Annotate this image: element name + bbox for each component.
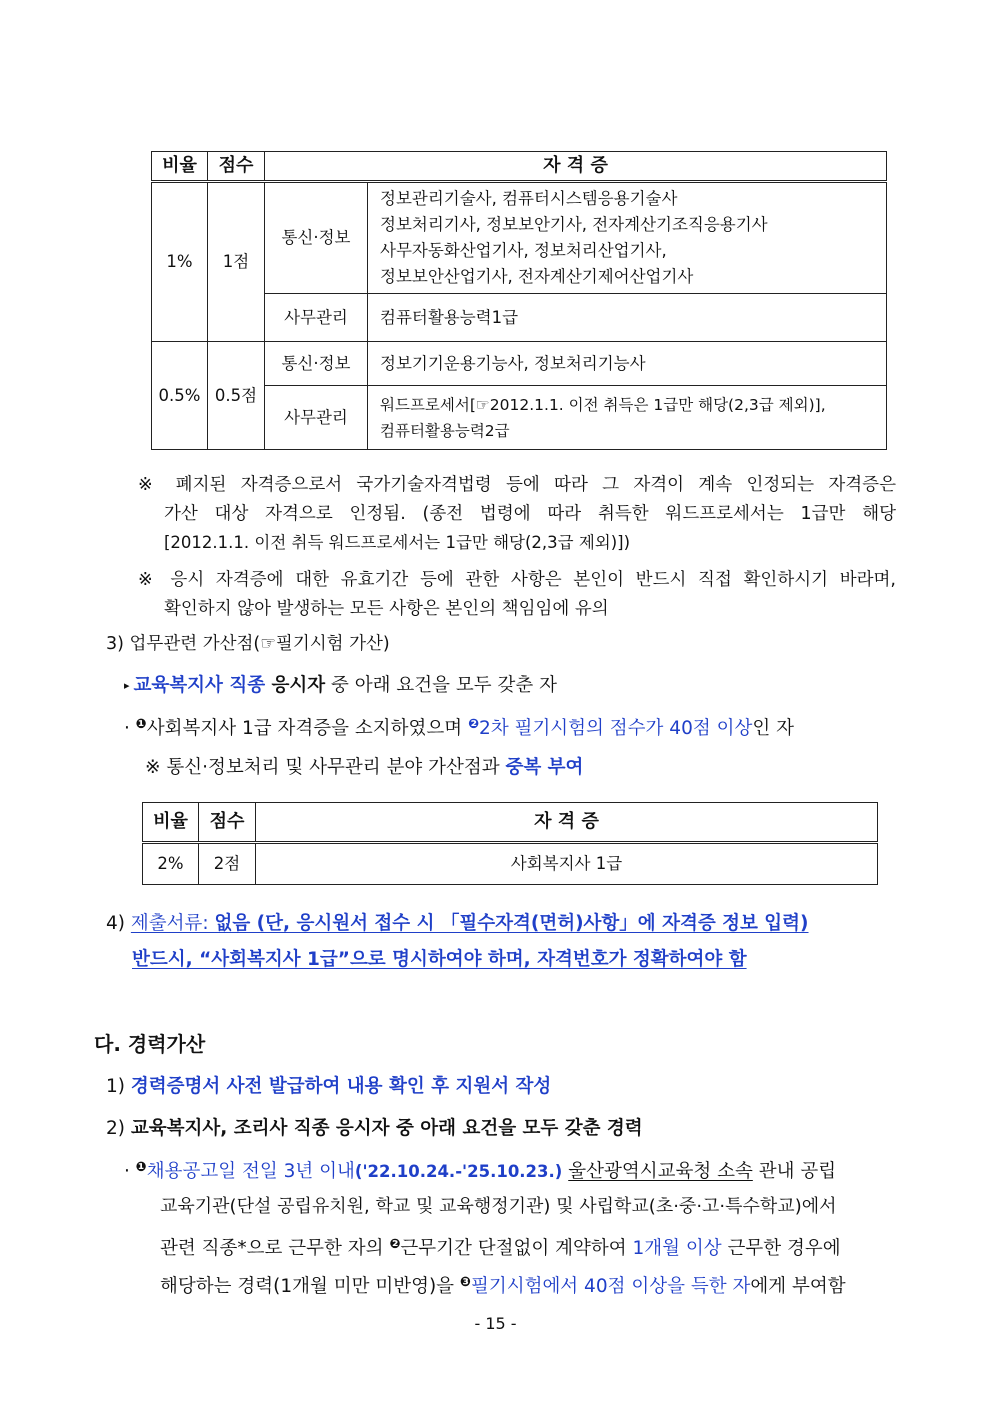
- certificate-line: 정보관리기술사, 컴퓨터시스템응용기술사: [380, 189, 678, 208]
- note-2-line-2: 확인하지 않아 발생하는 모든 사항은 본인의 책임임에 유의: [164, 599, 609, 619]
- experience-detail-line-1: [124, 1156, 836, 1184]
- circled-number-3-icon: ❸: [459, 1275, 471, 1290]
- period-text: 채용공고일 전일 3년 이내: [146, 1161, 355, 1182]
- certificate-table-2: [142, 802, 878, 885]
- note-2-line-1: ※ 응시 자격증에 대한 유효기간 등에 관한 사항은 본인이 반드시 직접 확인하시기 바라며,: [138, 570, 896, 590]
- note-1-line-1: ※ 폐지된 자격증으로서 국가기술자격법령 등에 따라 그 자격이 계속 인정되는 자격증은: [138, 475, 896, 495]
- certificate-table-1: [151, 151, 887, 450]
- header-certificate: 자 격 증: [265, 152, 887, 182]
- experience-detail-line-4: [160, 1271, 846, 1299]
- experience-detail-line-2: 교육기관(단설 공립유치원, 학교 및 교육행정기관) 및 사립학교(초·중·고·특수학교)에서: [160, 1196, 837, 1217]
- section-3-bullet: [124, 674, 557, 698]
- job-type-text: 교육복지사 직종: [133, 675, 266, 696]
- detail-text: 근무한 경우에: [721, 1238, 841, 1259]
- section-3-note: [145, 756, 583, 780]
- experience-item-1: [106, 1075, 551, 1099]
- score-cell: 2점: [199, 843, 256, 885]
- certificate-cell: [368, 386, 887, 450]
- circled-number-1-icon: ❶: [135, 717, 147, 732]
- detail-rest-text: 관내 공립: [752, 1161, 837, 1182]
- header-score: 점수: [208, 152, 265, 182]
- certificate-cell: [368, 182, 887, 294]
- header-rate: 비율: [143, 803, 199, 843]
- detail-text: 해당하는 경력(1개월 미만 미반영)을: [160, 1276, 460, 1297]
- detail-text: 근무기간 단절없이 계약하여: [400, 1238, 633, 1259]
- score-requirement-text: 필기시험에서 40점 이상을 득한 자: [470, 1276, 751, 1297]
- category-cell: 사무관리: [265, 294, 368, 342]
- requirement-text-1: 사회복지사 1급 자격증을 소지하였으며: [146, 718, 469, 739]
- header-score: 점수: [199, 803, 256, 843]
- note-1-line-2: 가산 대상 자격으로 인정됨. (종전 법령에 따라 취득한 워드프로세서는 1급만 해당: [164, 504, 896, 524]
- circled-number-2-icon: ❷: [468, 717, 480, 732]
- circled-number-2-icon: ❷: [389, 1237, 401, 1252]
- rate-cell: 1%: [152, 182, 208, 342]
- category-cell: 사무관리: [265, 386, 368, 450]
- detail-text: 관련 직종*으로 근무한 자의: [160, 1238, 390, 1259]
- section-4-line-1: [106, 912, 809, 936]
- dot-bullet: ·: [124, 1161, 130, 1182]
- requirement-text-2: 2차 필기시험의 점수가 40점 이상: [479, 718, 753, 739]
- note-1-line-3: [2012.1.1. 이전 취득 워드프로세서는 1급만 해당(2,3급 제외)]): [164, 533, 631, 552]
- certificate-line: 정보보안산업기사, 전자계산기제어산업기사: [380, 267, 694, 286]
- category-cell: 통신·정보: [265, 182, 368, 294]
- certificate-line: 정보처리기사, 정보보안기사, 전자계산기조직응용기사: [380, 215, 768, 234]
- dot-bullet: ·: [124, 718, 130, 739]
- rate-cell: 2%: [143, 843, 199, 885]
- header-rate: 비율: [152, 152, 208, 182]
- applicant-text: 응시자: [265, 675, 326, 696]
- duration-text: 1개월 이상: [632, 1238, 722, 1259]
- score-cell: 0.5점: [208, 342, 265, 450]
- section-heading: 다. 경력가산: [94, 1032, 206, 1056]
- documents-label: 제출서류:: [130, 913, 215, 934]
- category-cell: 통신·정보: [265, 342, 368, 386]
- experience-item-2: [106, 1117, 643, 1141]
- circled-number-1-icon: ❶: [135, 1160, 147, 1175]
- period-dates: ('22.10.24.-'25.10.23.): [354, 1162, 563, 1181]
- bullet-rest-text: 중 아래 요건을 모두 갖춘 자: [325, 675, 558, 696]
- documents-value: 없음 (단, 응시원서 접수 시 「필수자격(면허)사항」에 자격증 정보 입력): [214, 913, 809, 934]
- arrow-bullet-icon: ▸: [124, 679, 130, 692]
- certificate-line: 사무자동화산업기사, 정보처리산업기사,: [380, 241, 667, 260]
- note-highlight: 중복 부여: [505, 757, 584, 778]
- certificate-cell: 정보기기운용기능사, 정보처리기능사: [368, 342, 887, 386]
- requirement-text-3: 인 자: [752, 718, 794, 739]
- certificate-line: 컴퓨터활용능력2급: [380, 421, 510, 440]
- note-text: ※ 통신·정보처리 및 사무관리 분야 가산점과: [145, 757, 506, 778]
- experience-detail-line-3: [160, 1233, 841, 1261]
- section-3-requirement: [124, 713, 794, 741]
- item-text: 경력증명서 사전 발급하여 내용 확인 후 지원서 작성: [130, 1076, 552, 1097]
- section-4-number: 4): [106, 913, 131, 934]
- section-3-title: 3) 업무관련 가산점(☞필기시험 가산): [106, 634, 390, 654]
- item-text: 교육복지사, 조리사 직종 응시자 중 아래 요건을 모두 갖춘 경력: [130, 1118, 643, 1139]
- page-number: - 15 -: [474, 1314, 517, 1333]
- certificate-cell: 사회복지사 1급: [256, 843, 878, 885]
- section-4-line-2: 반드시, “사회복지사 1급”으로 명시하여야 하며, 자격번호가 정확하여야 함: [132, 949, 747, 970]
- detail-text: 에게 부여함: [750, 1276, 846, 1297]
- header-certificate: 자 격 증: [256, 803, 878, 843]
- certificate-cell: 컴퓨터활용능력1급: [368, 294, 887, 342]
- item-number: 1): [106, 1076, 131, 1097]
- item-number: 2): [106, 1118, 131, 1139]
- certificate-line: 워드프로세서[☞2012.1.1. 이전 취득은 1급만 해당(2,3급 제외)],: [380, 395, 826, 414]
- office-text: 울산광역시교육청 소속: [568, 1161, 753, 1182]
- score-cell: 1점: [208, 182, 265, 342]
- rate-cell: 0.5%: [152, 342, 208, 450]
